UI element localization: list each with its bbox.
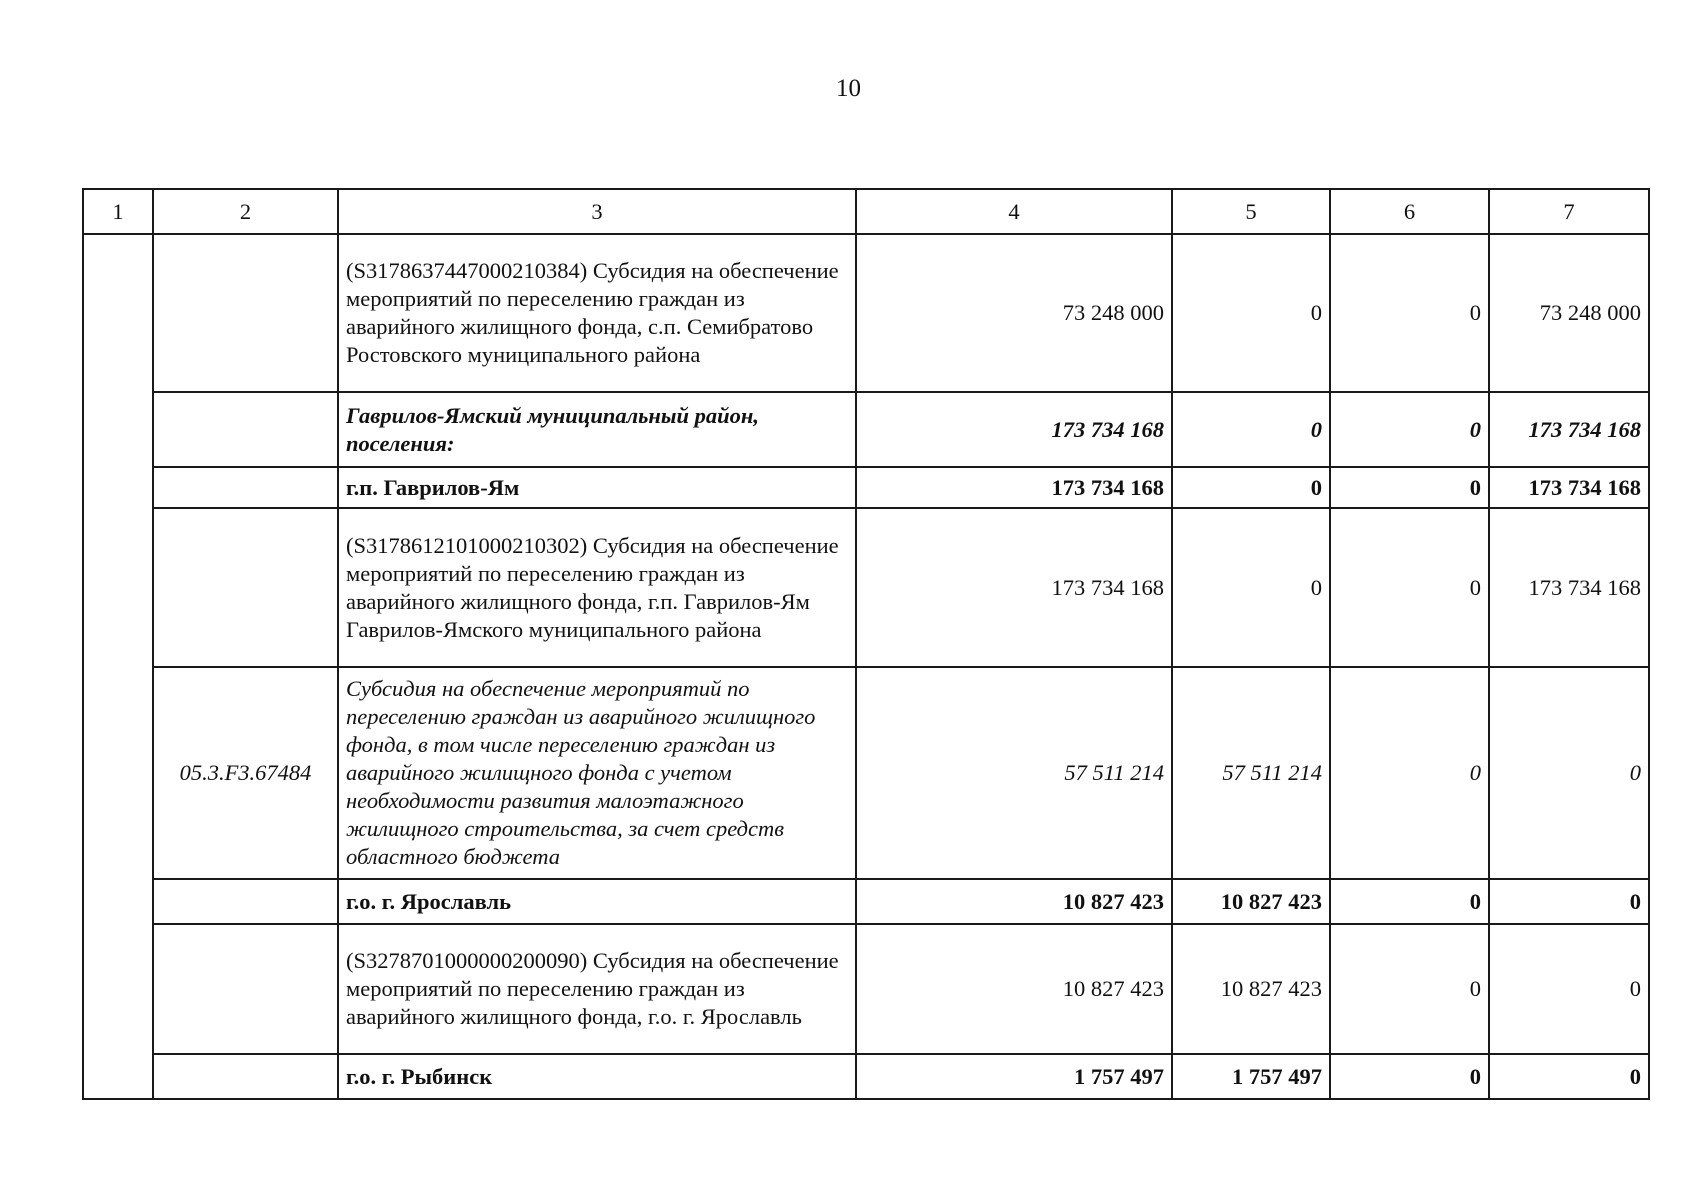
code-cell [153, 879, 338, 924]
name-cell: (S3178612101000210302) Субсидия на обеспечение мероприятий по переселению граждан из аварийного жилищного фонда, г.п. Гаврилов-Ям Гаврилов-Ямского муниципального района [338, 508, 856, 667]
col-4-cell: 173 734 168 [856, 508, 1172, 667]
table-row [83, 1054, 1649, 1099]
name-cell: (S3278701000000200090) Субсидия на обеспечение мероприятий по переселению граждан из аварийного жилищного фонда, г.о. г. Ярославль [338, 924, 856, 1054]
col-6-cell: 0 [1330, 667, 1489, 879]
name-cell: Гаврилов-Ямский муниципальный район, поселения: [338, 392, 856, 467]
code-cell [153, 924, 338, 1054]
col-4-cell: 10 827 423 [856, 924, 1172, 1054]
col-5-cell: 1 757 497 [1172, 1054, 1330, 1099]
col-7-cell: 0 [1489, 1054, 1649, 1099]
col-5-cell: 0 [1172, 467, 1330, 508]
header-col-5: 5 [1172, 189, 1330, 234]
col-6-cell: 0 [1330, 879, 1489, 924]
col-4-cell: 73 248 000 [856, 234, 1172, 392]
col-4-cell: 57 511 214 [856, 667, 1172, 879]
code-cell [153, 508, 338, 667]
col-5-cell: 57 511 214 [1172, 667, 1330, 879]
col-6-cell: 0 [1330, 467, 1489, 508]
col-4-cell: 10 827 423 [856, 879, 1172, 924]
code-cell [153, 1054, 338, 1099]
table-row [83, 508, 1649, 667]
name-cell: г.п. Гаврилов-Ям [338, 467, 856, 508]
header-col-1: 1 [83, 189, 153, 234]
col-6-cell: 0 [1330, 924, 1489, 1054]
header-col-7: 7 [1489, 189, 1649, 234]
col-5-cell: 0 [1172, 392, 1330, 467]
name-cell: г.о. г. Ярославль [338, 879, 856, 924]
col-7-cell: 173 734 168 [1489, 467, 1649, 508]
code-cell [153, 392, 338, 467]
table-row [83, 467, 1649, 508]
name-cell: (S3178637447000210384) Субсидия на обеспечение мероприятий по переселению граждан из аварийного жилищного фонда, с.п. Семибратово Ростовского муниципального района [338, 234, 856, 392]
col-6-cell: 0 [1330, 508, 1489, 667]
col-5-cell: 0 [1172, 234, 1330, 392]
merged-col-1-cell [83, 234, 153, 1099]
col-7-cell: 173 734 168 [1489, 392, 1649, 467]
col-5-cell: 10 827 423 [1172, 924, 1330, 1054]
col-7-cell: 73 248 000 [1489, 234, 1649, 392]
header-col-6: 6 [1330, 189, 1489, 234]
header-row [83, 189, 1649, 234]
code-cell: 05.3.F3.67484 [153, 667, 338, 879]
col-5-cell: 10 827 423 [1172, 879, 1330, 924]
col-7-cell: 0 [1489, 924, 1649, 1054]
col-7-cell: 0 [1489, 667, 1649, 879]
header-col-2: 2 [153, 189, 338, 234]
code-cell [153, 234, 338, 392]
header-col-3: 3 [338, 189, 856, 234]
col-7-cell: 173 734 168 [1489, 508, 1649, 667]
name-cell: г.о. г. Рыбинск [338, 1054, 856, 1099]
col-6-cell: 0 [1330, 392, 1489, 467]
header-col-4: 4 [856, 189, 1172, 234]
col-4-cell: 173 734 168 [856, 467, 1172, 508]
name-cell: Субсидия на обеспечение мероприятий по переселению граждан из аварийного жилищного фонда, в том числе переселению граждан из аварийного жилищного фонда с учетом необходимости развития малоэтажного жилищного строительства, за счет средств областного бюджета [338, 667, 856, 879]
col-7-cell: 0 [1489, 879, 1649, 924]
table-row [83, 879, 1649, 924]
col-5-cell: 0 [1172, 508, 1330, 667]
col-6-cell: 0 [1330, 1054, 1489, 1099]
table-row [83, 392, 1649, 467]
table-row [83, 667, 1649, 879]
table-row [83, 924, 1649, 1054]
col-6-cell: 0 [1330, 234, 1489, 392]
col-4-cell: 1 757 497 [856, 1054, 1172, 1099]
code-cell [153, 467, 338, 508]
col-4-cell: 173 734 168 [856, 392, 1172, 467]
table-row [83, 234, 1649, 392]
budget-table [82, 188, 1650, 1100]
page-number: 10 [836, 75, 861, 102]
